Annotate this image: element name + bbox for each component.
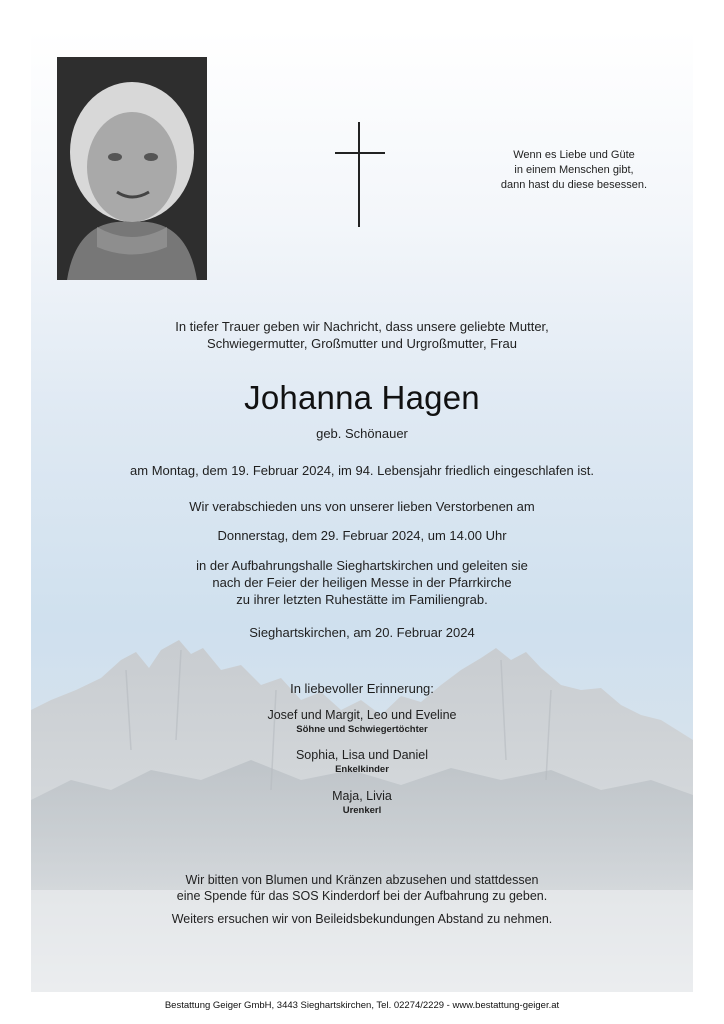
death-line: am Montag, dem 19. Februar 2024, im 94. Lebensjahr friedlich eingeschlafen ist. [130,463,594,478]
portrait-photo [57,57,207,280]
funeral-date: Donnerstag, dem 29. Februar 2024, um 14.00 Uhr [217,528,507,543]
location-line: nach der Feier der heiligen Messe in der Pfarrkirche [212,575,512,590]
mourner-names: Maja, Livia [332,789,392,803]
location-text [31,557,693,608]
mourner-relation: Urenkerl [342,805,382,816]
condolence-request: Weiters ersuchen wir von Beileidsbekundungen Abstand zu nehmen. [171,912,553,926]
intro-line: In tiefer Trauer geben wir Nachricht, dass unsere geliebte Mutter, [175,319,549,334]
mourner-relation: Enkelkinder [335,764,389,775]
quote-line: dann hast du diese besessen. [500,179,648,191]
footer-text: Bestattung Geiger GmbH, 3443 Sieghartskirchen, Tel. 02274/2229 - www.bestattung-geiger.at [164,1000,560,1011]
obituary-card [31,30,693,992]
maiden-name: geb. Schönauer [316,426,408,441]
mourner-names: Josef und Margit, Leo und Eveline [267,708,457,722]
mourner-relation: Söhne und Schwiegertöchter [296,724,428,735]
location-line: in der Aufbahrungshalle Sieghartskirchen und geleiten sie [196,558,528,573]
farewell-line: Wir verabschieden uns von unserer lieben Verstorbenen am [189,499,535,514]
quote-line: in einem Menschen gibt, [514,164,634,176]
quote-line: Wenn es Liebe und Güte [513,149,635,161]
deceased-name: Johanna Hagen [244,379,480,416]
intro-line: Schwiegermutter, Großmutter und Urgroßmutter, Frau [207,336,517,351]
donation-request [31,872,693,904]
place-date: Sieghartskirchen, am 20. Februar 2024 [249,625,475,640]
cross-icon [335,122,385,227]
intro-text [31,318,693,352]
donation-line: Wir bitten von Blumen und Kränzen abzusehen und stattdessen [185,873,539,887]
quote-block [479,148,669,193]
memory-heading: In liebevoller Erinnerung: [290,681,434,696]
mourner-names: Sophia, Lisa und Daniel [295,748,429,762]
location-line: zu ihrer letzten Ruhestätte im Familiengrab. [236,592,488,607]
donation-line: eine Spende für das SOS Kinderdorf bei der Aufbahrung zu geben. [176,889,548,903]
